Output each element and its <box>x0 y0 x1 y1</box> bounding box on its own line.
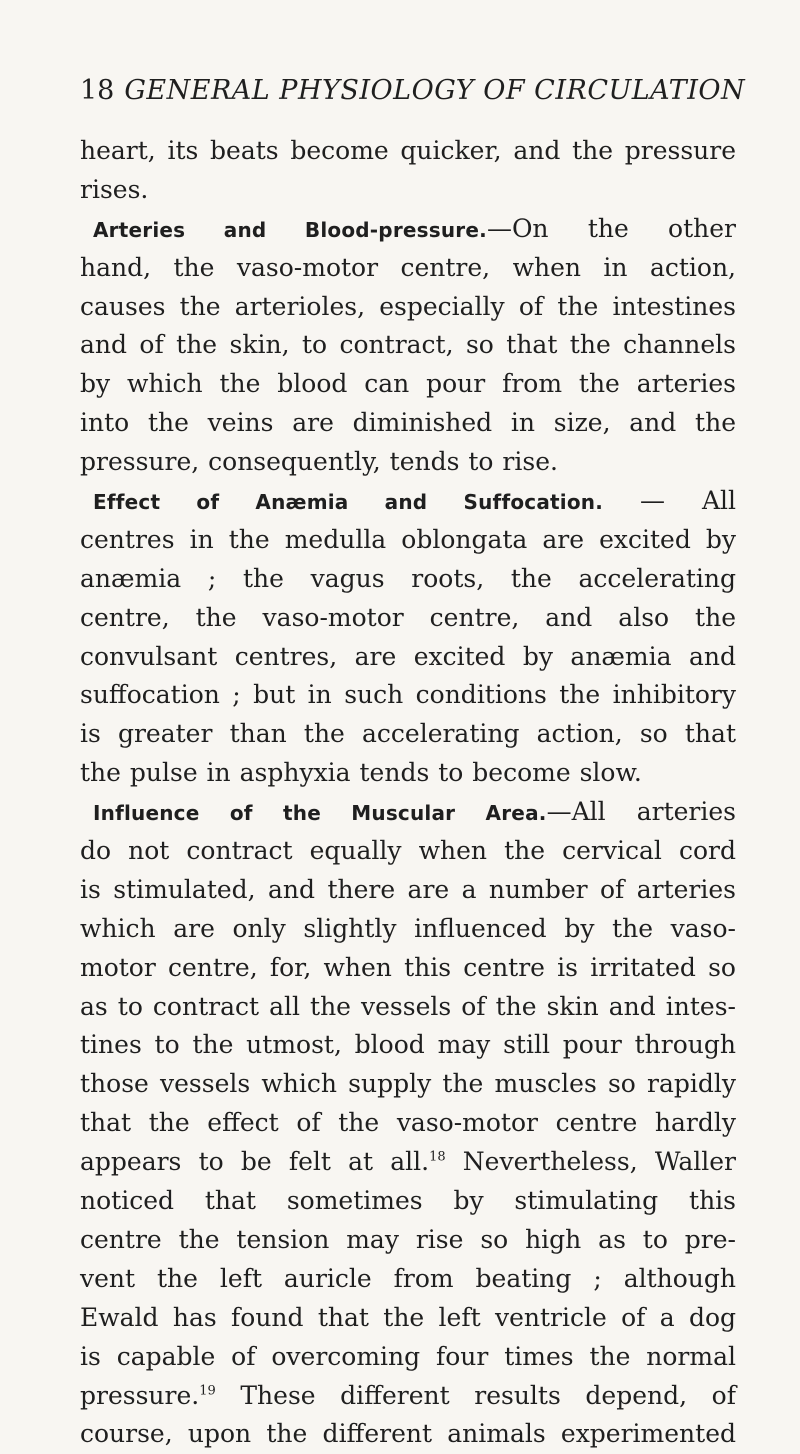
text-line: course, upon the different animals experimented <box>80 1419 736 1449</box>
page-number: 18 <box>80 75 115 106</box>
text-line: do not contract equally when the cervical cord <box>80 836 736 866</box>
text-run: Nevertheless, Waller <box>445 1147 737 1177</box>
text-line: rises. <box>80 174 149 204</box>
text-line-with-footnote <box>80 1377 736 1416</box>
section-heading-arteries: Arteries and Blood-pressure. <box>93 217 487 242</box>
text-run: pressure. <box>80 1380 200 1410</box>
text-run: — All <box>603 486 736 516</box>
running-title: GENERAL PHYSIOLOGY OF CIRCULATION <box>124 75 746 106</box>
text-line: is stimulated, and there are a number of arteries <box>80 874 736 904</box>
text-line: which are only slightly influenced by the vaso- <box>80 913 736 943</box>
text-line: anæmia ; the vagus roots, the accelerating <box>80 563 736 593</box>
section-heading-anaemia: Effect of Anæmia and Suffocation. <box>93 490 604 515</box>
text-line: and of the skin, to contract, so that the channels <box>80 330 736 360</box>
text-line: tines to the utmost, blood may still pour through <box>80 1030 736 1060</box>
text-line: vent the left auricle from beating ; although <box>80 1263 736 1293</box>
text-line: into the veins are diminished in size, and the <box>80 408 736 438</box>
text-run: These different results depend, of <box>215 1380 736 1410</box>
section-heading-muscular: Influence of the Muscular Area. <box>93 801 547 826</box>
text-line: heart, its beats become quicker, and the pressure <box>80 136 736 165</box>
text-line: noticed that sometimes by stimulating this <box>80 1186 736 1216</box>
text-line: is greater than the accelerating action, so that <box>80 719 736 749</box>
text-line-with-footnote <box>80 1143 736 1182</box>
text-line: pressure, consequently, tends to rise. <box>80 447 558 477</box>
text-line: centre, the vaso-motor centre, and also the <box>80 602 736 632</box>
paragraph-start-muscular <box>80 793 736 832</box>
running-header <box>80 72 746 110</box>
text-line: as to contract all the vessels of the skin and intes- <box>80 991 736 1021</box>
footnote-ref-18: 18 <box>429 1149 446 1165</box>
paragraph-start-anaemia <box>80 482 736 521</box>
text-line: hand, the vaso-motor centre, when in action, <box>80 252 736 282</box>
text-line: causes the arterioles, especially of the intestines <box>80 291 736 321</box>
text-line: Ewald has found that the left ventricle of a dog <box>80 1302 736 1332</box>
text-line: is capable of overcoming four times the normal <box>80 1341 736 1371</box>
text-line: suffocation ; but in such conditions the inhibitory <box>80 680 736 710</box>
text-line: convulsant centres, are excited by anæmia and <box>80 641 736 671</box>
body-text <box>80 132 736 1454</box>
text-run: appears to be felt at all. <box>80 1147 430 1177</box>
text-line: centre the tension may rise so high as to pre- <box>80 1224 736 1254</box>
text-line: that the effect of the vaso-motor centre hardly <box>80 1108 736 1138</box>
text-run: —On the other <box>486 213 736 243</box>
text-run: —All arteries <box>546 797 736 827</box>
text-line: centres in the medulla oblongata are excited by <box>80 524 736 554</box>
text-line: those vessels which supply the muscles so rapidly <box>80 1069 736 1099</box>
paragraph-start-arteries <box>80 210 736 249</box>
text-line: by which the blood can pour from the arteries <box>80 369 736 399</box>
text-line: motor centre, for, when this centre is irritated so <box>80 952 736 982</box>
footnote-ref-19: 19 <box>199 1383 216 1399</box>
text-line: the pulse in asphyxia tends to become slow. <box>80 758 642 788</box>
